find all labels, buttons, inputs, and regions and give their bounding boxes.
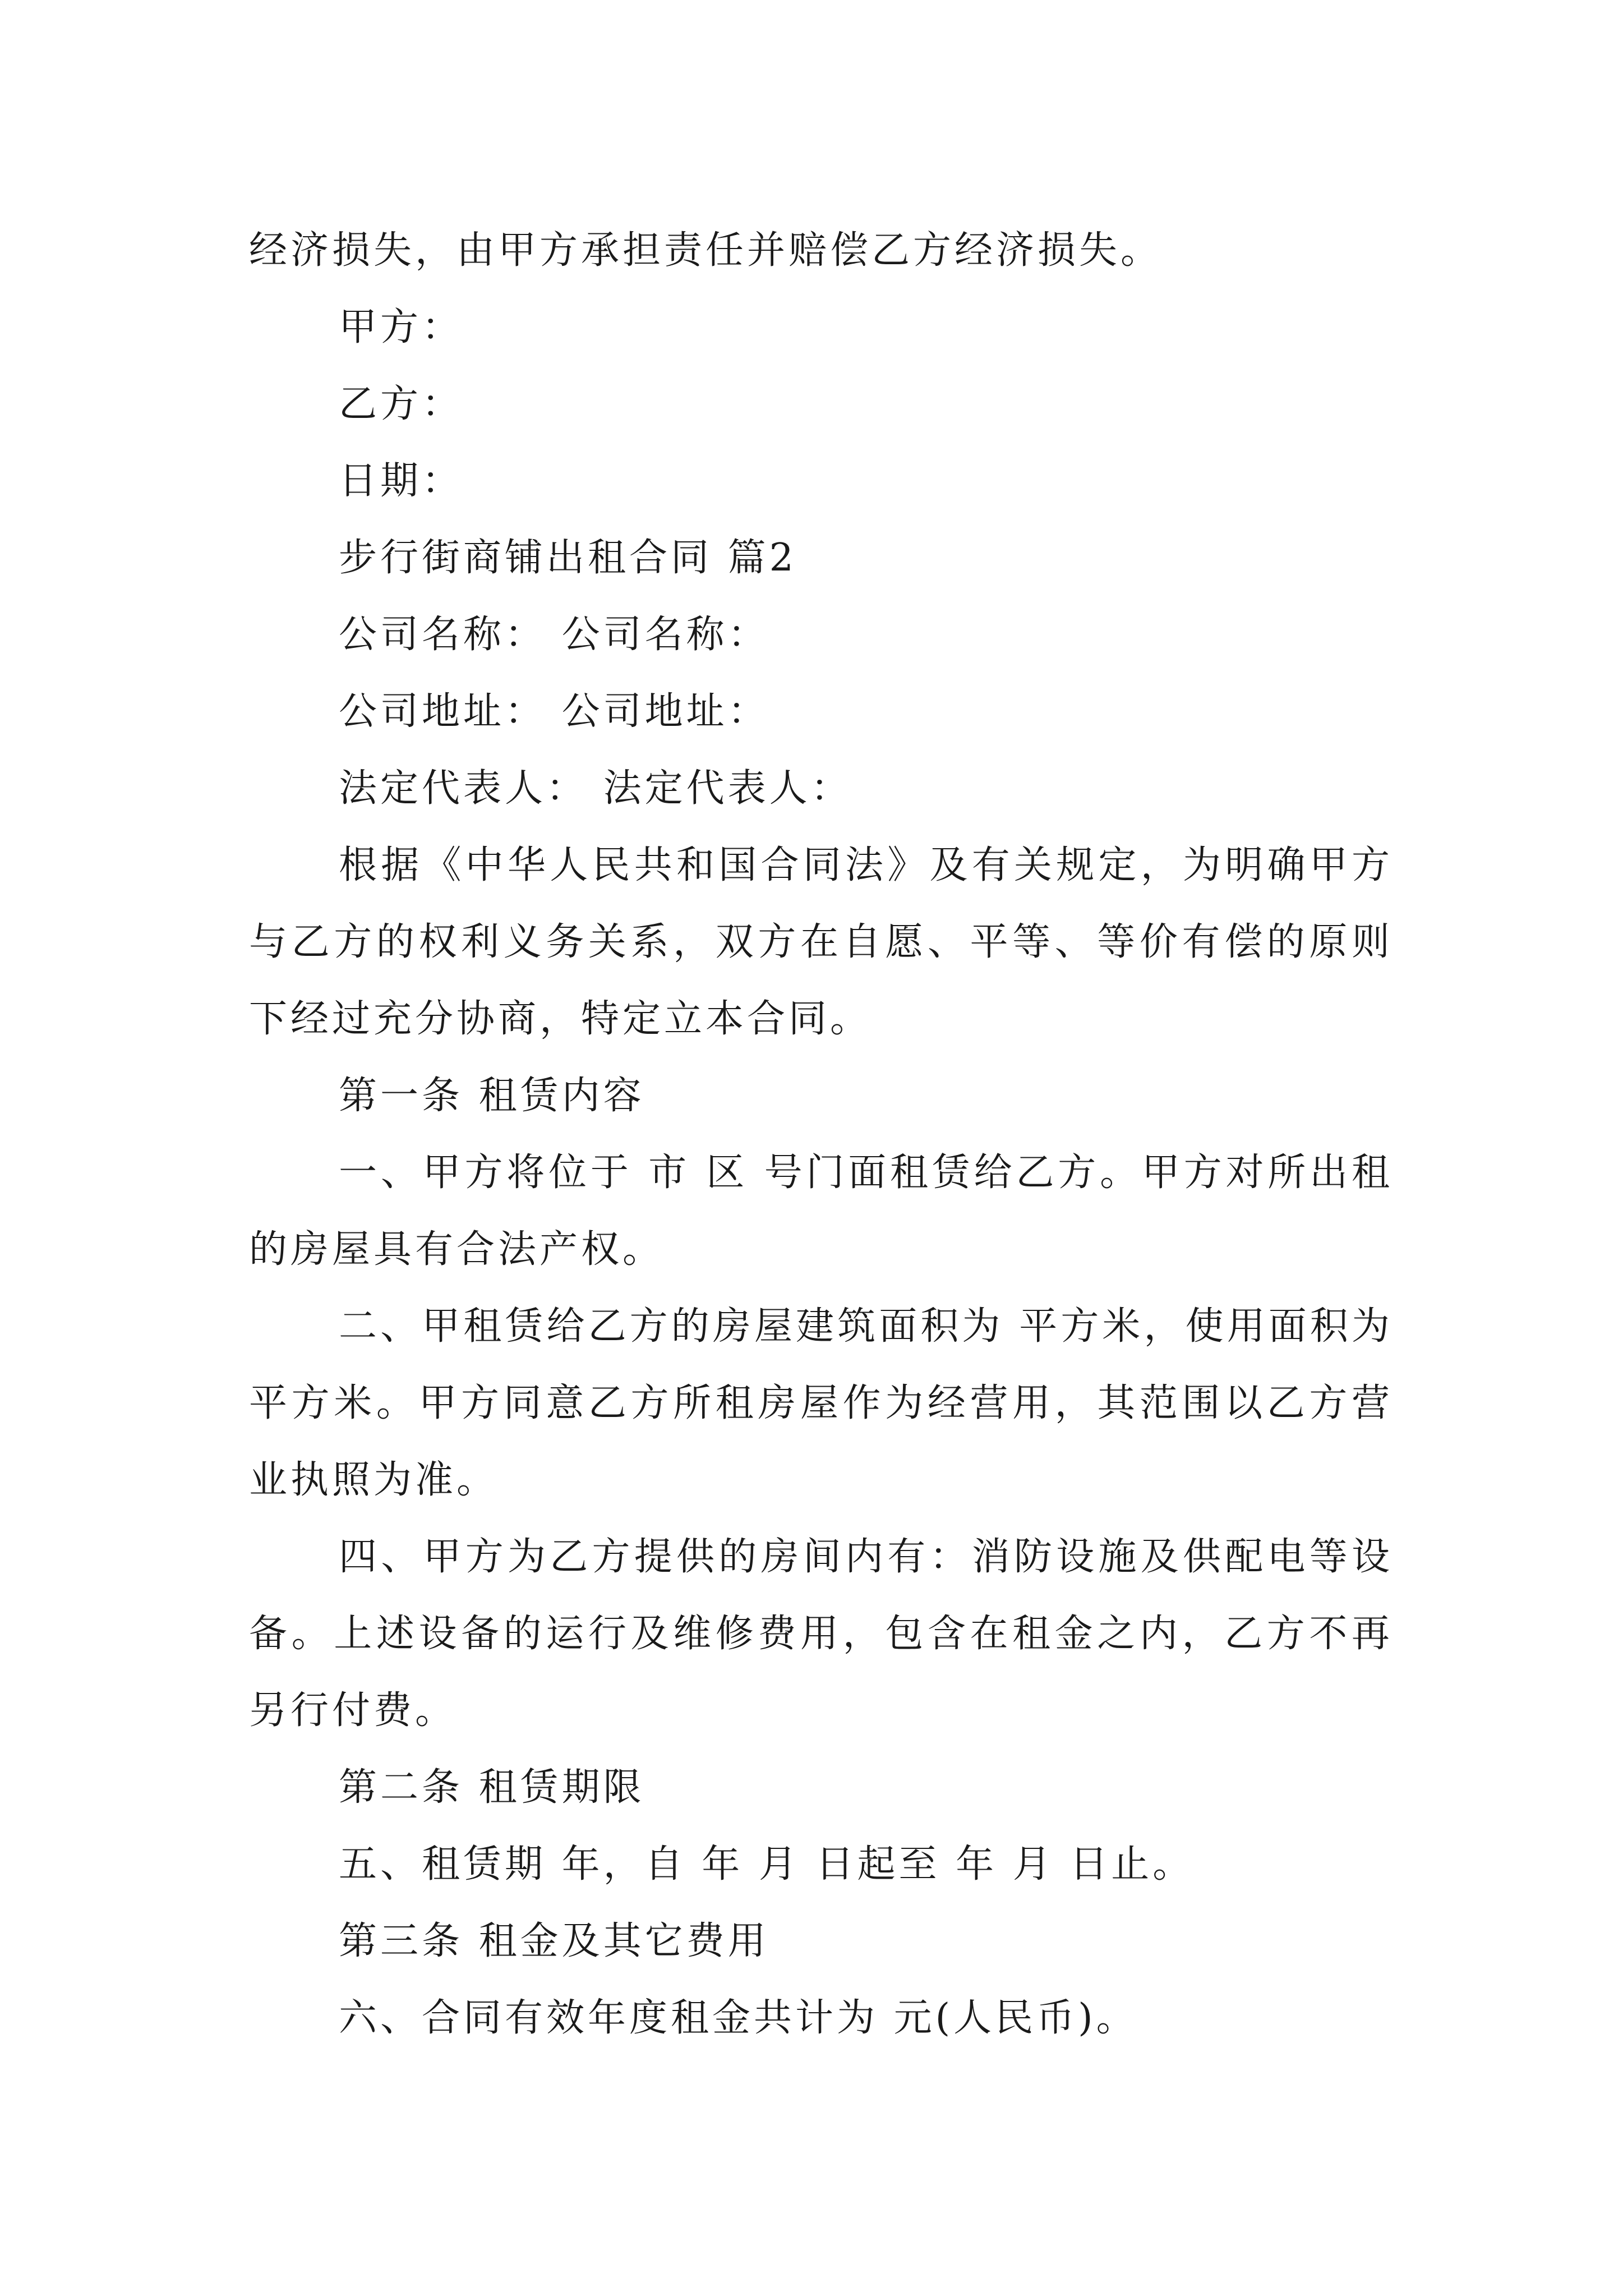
legal-representative-line: 法定代表人： 法定代表人： bbox=[339, 766, 852, 811]
clause-6: 六、合同有效年度租金共计为 元(人民币)。 bbox=[339, 1996, 1138, 2040]
document-body bbox=[249, 212, 1393, 2056]
party-b-label: 乙方： bbox=[339, 382, 464, 426]
clause-2: 二、甲租赁给乙方的房屋建筑面积为 平方米，使用面积为 平方米。甲方同意乙方所租房屋作为经营用，其范围以乙方营业执照为准。 bbox=[249, 1304, 1393, 1502]
paragraph-preamble: 根据《中华人民共和国合同法》及有关规定，为明确甲方与乙方的权利义务关系，双方在自愿、平等、等价有偿的原则下经过充分协商，特定立本合同。 bbox=[249, 843, 1393, 1041]
clause-5: 五、租赁期 年，自 年 月 日起至 年 月 日止。 bbox=[339, 1842, 1195, 1887]
party-a-label: 甲方： bbox=[339, 305, 464, 349]
date-label: 日期： bbox=[339, 459, 464, 503]
clause-1: 一、甲方将位于 市 区 号门面租赁给乙方。甲方对所出租的房屋具有合法产权。 bbox=[249, 1151, 1393, 1272]
clause-4: 四、甲方为乙方提供的房间内有：消防设施及供配电等设备。上述设备的运行及维修费用，包含在租金之内，乙方不再另行付费。 bbox=[249, 1535, 1393, 1733]
article-1-heading: 第一条 租赁内容 bbox=[339, 1074, 645, 1118]
article-2-heading: 第二条 租赁期限 bbox=[339, 1765, 645, 1810]
company-address-line: 公司地址： 公司地址： bbox=[339, 689, 769, 734]
article-3-heading: 第三条 租金及其它费用 bbox=[339, 1919, 769, 1963]
paragraph-loss-clause: 经济损失，由甲方承担责任并赔偿乙方经济损失。 bbox=[249, 228, 1163, 273]
company-name-line: 公司名称： 公司名称： bbox=[339, 613, 769, 657]
section-title: 步行街商铺出租合同 篇2 bbox=[339, 536, 797, 580]
